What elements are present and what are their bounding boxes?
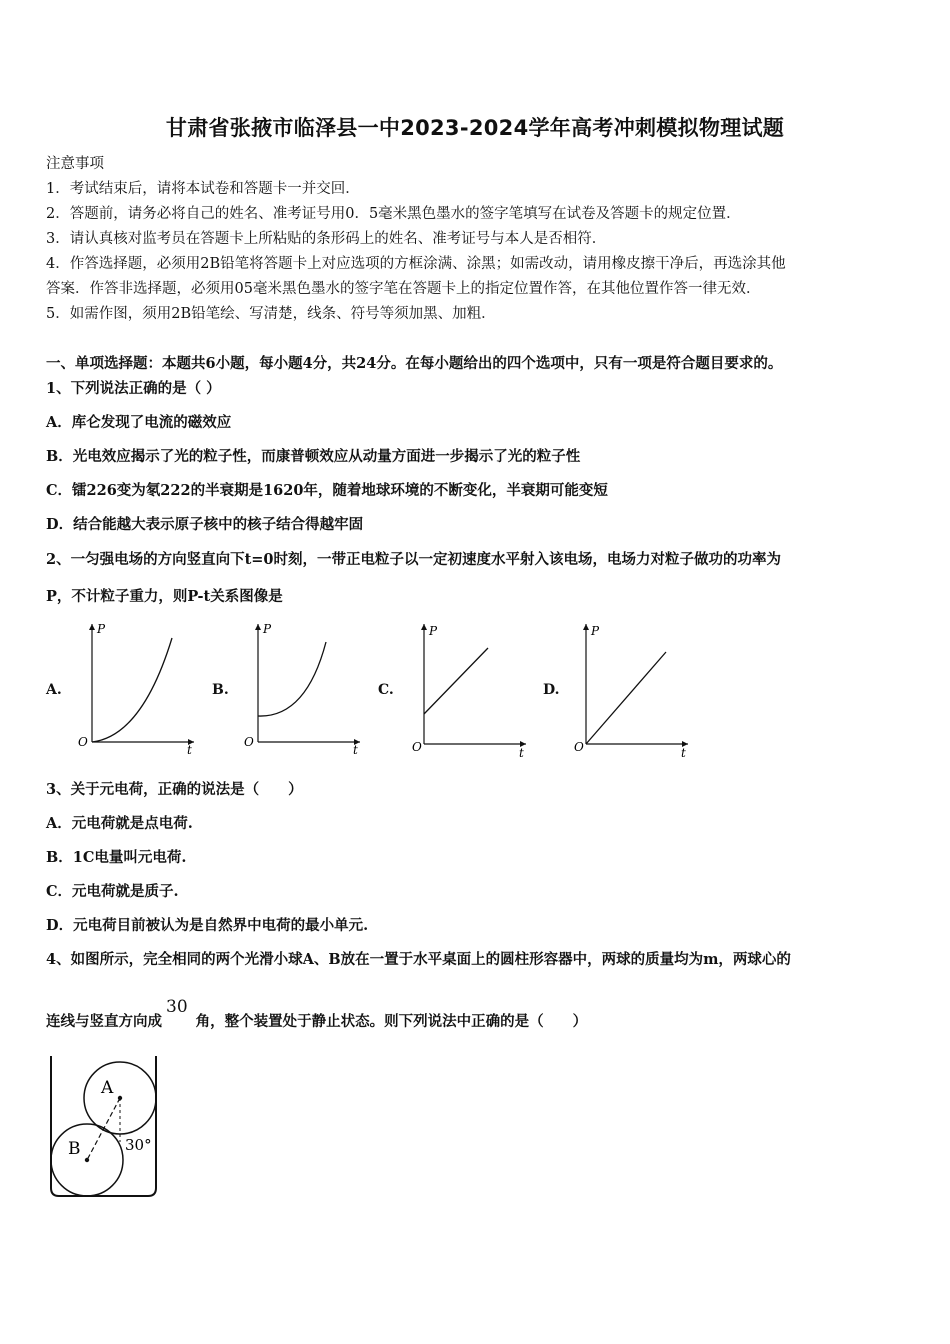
q4-stem-part1: 连线与竖直方向成 bbox=[46, 1013, 162, 1030]
origin-label: O bbox=[574, 740, 584, 754]
q4-stem-line2 bbox=[46, 997, 588, 1031]
q4-figure bbox=[44, 1050, 168, 1202]
q2-option-d-label: D. bbox=[543, 682, 560, 698]
q2-stem-line2: P，不计粒子重力，则P-t关系图像是 bbox=[46, 588, 283, 605]
q4-angle-value: 30 bbox=[166, 997, 188, 1017]
angle-label: 30° bbox=[125, 1136, 152, 1154]
q2-option-a-label: A. bbox=[46, 682, 62, 698]
q2-graph-d bbox=[570, 618, 700, 763]
q2-graph-a bbox=[72, 618, 202, 758]
axis-y-label: P bbox=[591, 624, 600, 638]
q2-option-c-label: C. bbox=[378, 682, 394, 698]
q3-stem: 3、关于元电荷，正确的说法是（ ） bbox=[46, 781, 303, 798]
notice-item: 2．答题前，请务必将自己的姓名、准考证号用0．5毫米黑色墨水的签字笔填写在试卷及答题卡的规定位置． bbox=[46, 206, 741, 222]
q1-option-b: B．光电效应揭示了光的粒子性，而康普顿效应从动量方面进一步揭示了光的粒子性 bbox=[46, 448, 581, 465]
axis-x-label: t bbox=[187, 743, 192, 757]
q1-option-a: A．库仑发现了电流的磁效应 bbox=[46, 414, 232, 431]
section-heading: 一、单项选择题：本题共6小题，每小题4分，共24分。在每小题给出的四个选项中，只有一项是符合题目要求的。 bbox=[46, 355, 783, 372]
q4-stem-line1: 4、如图所示，完全相同的两个光滑小球A、B放在一置于水平桌面上的圆柱形容器中，两球的质量均为m，两球心的 bbox=[46, 951, 791, 968]
axis-y-label: P bbox=[97, 622, 106, 636]
notice-item: 1．考试结束后，请将本试卷和答题卡一并交回． bbox=[46, 181, 360, 197]
axis-y-label: P bbox=[263, 622, 272, 636]
q3-option-d: D．元电荷目前被认为是自然界中电荷的最小单元. bbox=[46, 917, 369, 934]
axis-x-label: t bbox=[353, 743, 358, 757]
origin-label: O bbox=[78, 735, 88, 749]
q3-option-b: B．1C电量叫元电荷. bbox=[46, 849, 187, 866]
ball-b-label: B bbox=[68, 1139, 81, 1159]
axis-x-label: t bbox=[519, 746, 524, 760]
q2-stem-line1: 2、一匀强电场的方向竖直向下t=0时刻，一带正电粒子以一定初速度水平射入该电场，电场力对粒子做功的功率为 bbox=[46, 551, 782, 568]
q1-stem: 1、下列说法正确的是（ ） bbox=[46, 380, 221, 397]
ball-a-label: A bbox=[101, 1078, 114, 1098]
origin-label: O bbox=[412, 740, 422, 754]
q2-option-b-label: B. bbox=[212, 682, 229, 698]
axis-x-label: t bbox=[681, 746, 686, 760]
axis-y-label: P bbox=[429, 624, 438, 638]
notice-item: 5．如需作图，须用2B铅笔绘、写清楚，线条、符号等须加黑、加粗． bbox=[46, 306, 496, 322]
notice-item: 4．作答选择题，必须用2B铅笔将答题卡上对应选项的方框涂满、涂黑；如需改动，请用橡皮擦干净后，再选涂其他 bbox=[46, 256, 786, 272]
q1-option-c: C．镭226变为氡222的半衰期是1620年，随着地球环境的不断变化，半衰期可能变短 bbox=[46, 482, 608, 499]
q3-option-c: C．元电荷就是质子. bbox=[46, 883, 179, 900]
q2-graph-c bbox=[404, 618, 534, 763]
notice-item: 3．请认真核对监考员在答题卡上所粘贴的条形码上的姓名、准考证号与本人是否相符． bbox=[46, 231, 607, 247]
q4-stem-part2: 角，整个装置处于静止状态。则下列说法中正确的是（ ） bbox=[195, 1013, 588, 1030]
q3-option-a: A．元电荷就是点电荷. bbox=[46, 815, 193, 832]
origin-label: O bbox=[244, 735, 254, 749]
q1-option-d: D．结合能越大表示原子核中的核子结合得越牢固 bbox=[46, 516, 364, 533]
notice-heading: 注意事项 bbox=[46, 156, 104, 172]
q2-graph-b bbox=[238, 618, 368, 758]
notice-item: 答案．作答非选择题，必须用05毫米黑色墨水的签字笔在答题卡上的指定位置作答，在其他位置作答一律无效． bbox=[46, 281, 761, 297]
page-title: 甘肃省张掖市临泽县一中2023-2024学年高考冲刺模拟物理试题 bbox=[165, 116, 785, 140]
